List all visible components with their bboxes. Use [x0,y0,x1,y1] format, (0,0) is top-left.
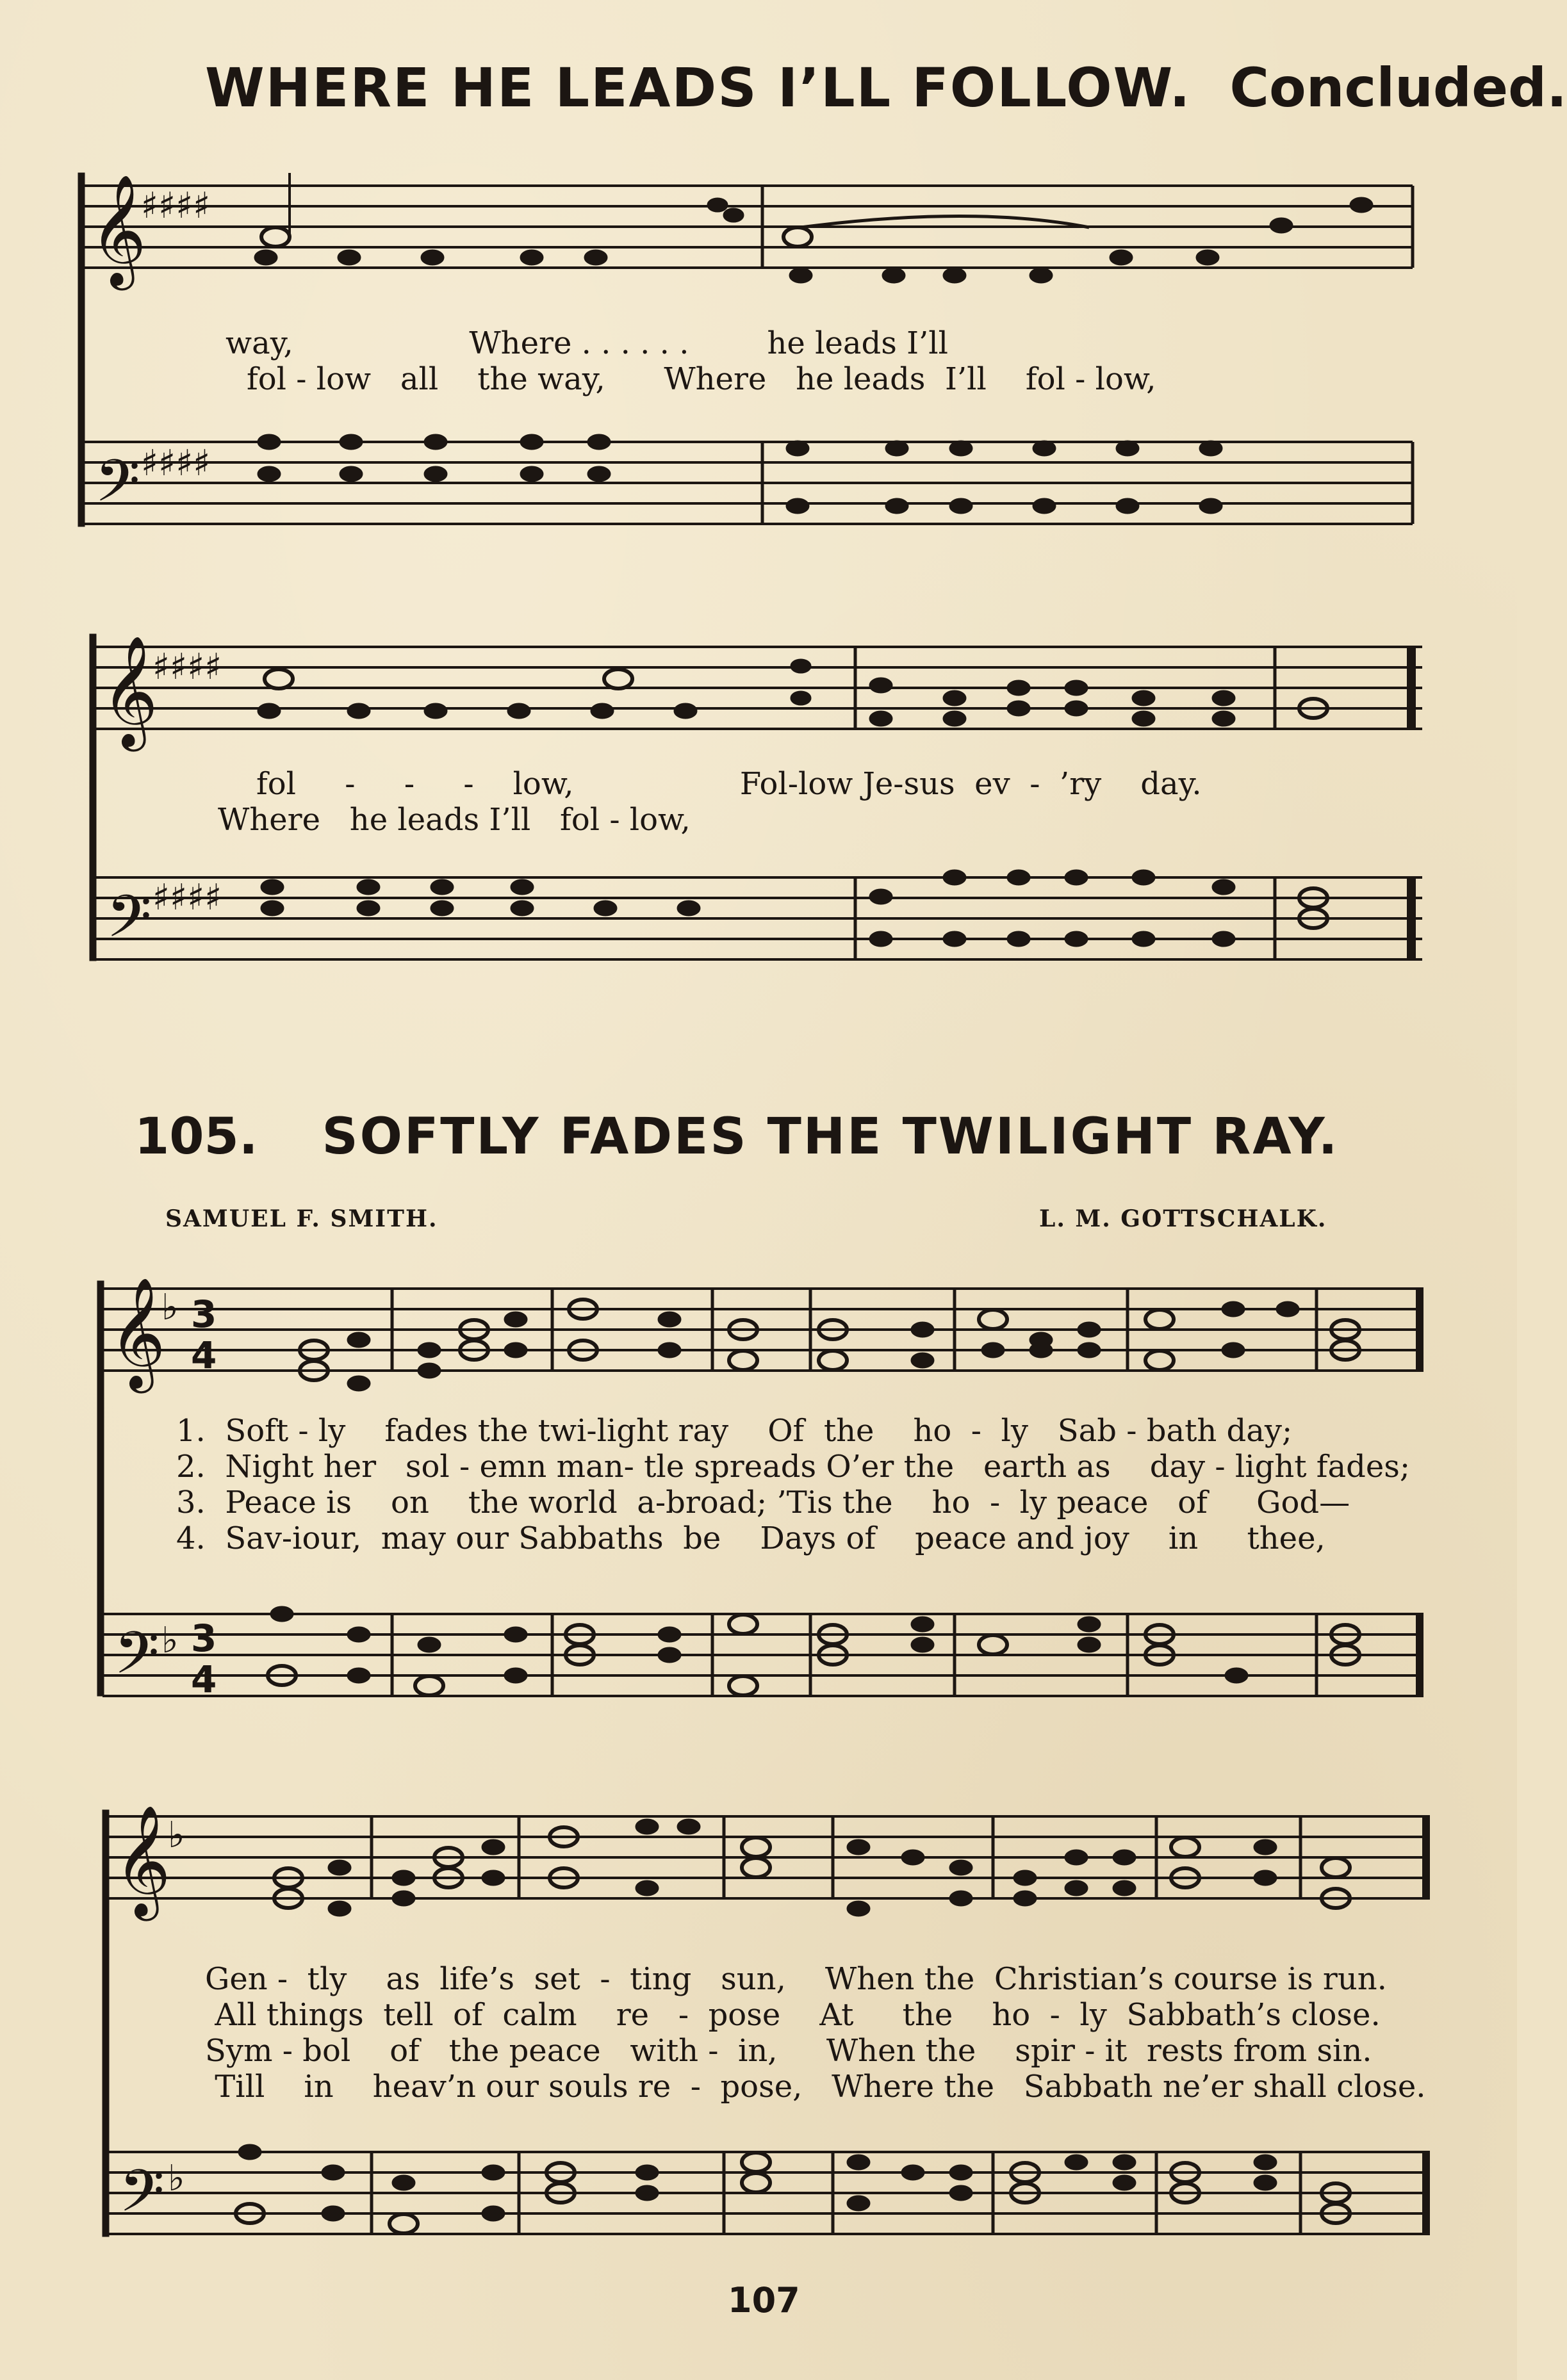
lyric-line: fol - low all the way, Where he leads I’ll fol - low, [247,361,1156,397]
key-signature-sharps: ♯♯♯♯ [152,877,222,918]
key-signature-sharps: ♯♯♯♯ [141,185,211,227]
bass-notes-3 [268,1606,1359,1695]
system-brace [90,634,96,961]
song-title-suffix: Concluded. [1229,56,1567,119]
key-signature-flats: ♭ [168,2158,185,2199]
bass-clef-icon: 𝄢 [106,883,152,965]
time-signature: 3 [191,1292,217,1336]
bass-notes-2 [261,870,1327,947]
key-signature-flats: ♭ [161,1287,179,1328]
verse-line: 1. Soft - ly fades the twi-light ray Of the ho - ly Sab - bath day; [176,1413,1293,1449]
lyric-line: fol - - - low, Fol-low Je-sus ev - ’ry day. [256,766,1202,802]
time-signature: 4 [191,1658,217,1701]
bass-clef-icon: 𝄢 [119,2157,165,2239]
verse-line: Till in heav’n our souls re - pose, Where the Sabbath ne’er shall close. [205,2069,1426,2105]
time-signature: 3 [191,1617,217,1660]
treble-notes-2 [258,659,1327,726]
verse-line: Gen - tly as life’s set - ting sun, When the Christian’s course is run. [205,1961,1387,1997]
bass-staff-3 [103,1614,1423,1696]
bass-clef-icon: 𝄢 [95,447,140,529]
treble-clef-icon: 𝄞 [90,174,147,286]
key-signature-sharps: ♯♯♯♯ [141,443,211,484]
bass-notes-4 [236,2144,1350,2233]
treble-staff-4 [108,1816,1430,1898]
bass-clef-icon: 𝄢 [114,1619,160,1701]
hymn-title: SOFTLY FADES THE TWILIGHT RAY. [322,1108,1340,1166]
verse-line: 3. Peace is on the world a-broad; ’Tis the ho - ly peace of God— [176,1485,1350,1520]
song-title: WHERE HE LEADS I’LL FOLLOW. [205,56,1192,119]
hymn-heading [135,1108,1339,1166]
treble-clef-icon: 𝄞 [114,1805,171,1916]
key-signature-flats: ♭ [168,1814,185,1856]
treble-clef-icon: 𝄞 [101,635,158,747]
key-signature-sharps: ♯♯♯♯ [152,646,222,688]
time-signature: 4 [191,1333,217,1377]
verse-line: All things tell of calm re - pose At the ho - ly Sabbath’s close. [205,1997,1381,2033]
author-credit: SAMUEL F. SMITH. [165,1205,438,1232]
verse-line: 4. Sav-iour, may our Sabbaths be Days of peace and joy in thee, [176,1520,1325,1556]
page-number: 107 [728,2280,800,2320]
key-signature-flats: ♭ [161,1620,179,1661]
treble-staff-3 [103,1289,1423,1371]
treble-notes-4 [274,1819,1350,1916]
composer-credit: L. M. GOTTSCHALK. [1039,1205,1327,1232]
treble-clef-icon: 𝄞 [109,1277,166,1389]
lyric-line: Where he leads I’ll fol - low, [218,802,691,838]
treble-notes-3 [300,1300,1359,1391]
lyric-line: way, Where . . . . . . he leads I’ll [226,325,948,361]
verse-line: Sym - bol of the peace with - in, When the spir - it rests from sin. [205,2033,1372,2069]
verse-line: 2. Night her sol - emn man- tle spreads O’er the earth as day - light fades; [176,1449,1411,1485]
hymn-number: 105. [135,1108,258,1166]
bass-notes-1 [258,434,1222,514]
